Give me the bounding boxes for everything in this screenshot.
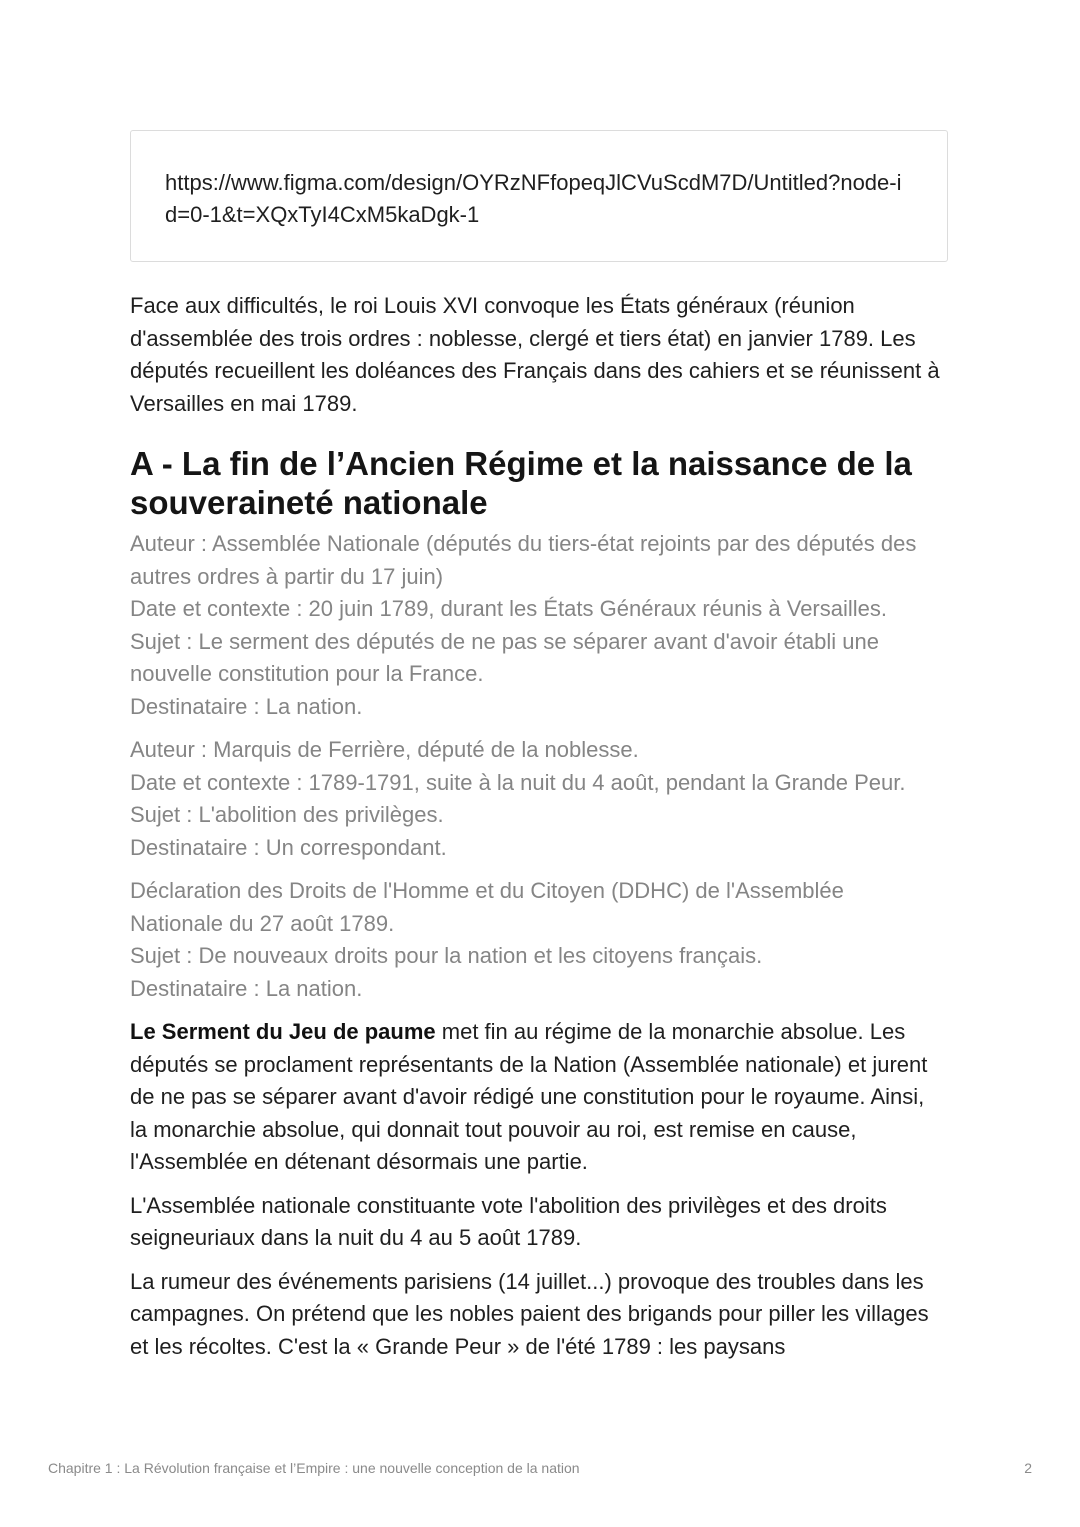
abolition-paragraph: L'Assemblée nationale constituante vote l'abolition des privilèges et des droits seigneuriaux dans la nuit du 4 au 5 août 1789. [130, 1192, 887, 1250]
doc-3-subject: Sujet : De nouveaux droits pour la nation et les citoyens français. [130, 943, 763, 968]
intro-paragraph: Face aux difficultés, le roi Louis XVI convoque les États généraux (réunion d'assemblée des trois ordres : noblesse, clergé et tiers état) en janvier 1789. Les députés recueillent les doléances des Français dans des cahiers et se réunissent à Versailles en mai 1789. [130, 293, 940, 416]
doc-1-date: Date et contexte : 20 juin 1789, durant les États Généraux réunis à Versailles. [130, 596, 888, 621]
page-content [130, 290, 940, 1374]
doc-1-author: Auteur : Assemblée Nationale (députés du tiers-état rejoints par des députés des autres ordres à partir du 17 juin) [130, 531, 917, 589]
serment-text: met fin au régime de la monarchie absolue. Les députés se proclament représentants de la Nation (Assemblée nationale) et jurent de ne pas se séparer avant d'avoir rédigé une constitution pour le royaume. Ainsi, la monarchie absolue, qui donnait tout pouvoir au roi, est remise en cause, l'Assemblée en détenant désormais une partie. [130, 1019, 928, 1174]
serment-bold-lead: Le Serment du Jeu de paume [130, 1019, 436, 1044]
link-box [130, 130, 948, 262]
document-3 [130, 875, 940, 1005]
document-2 [130, 734, 940, 864]
section-heading: A - La fin de l’Ancien Régime et la naissance de la souveraineté nationale [130, 445, 912, 521]
document-1 [130, 528, 940, 723]
doc-2-subject: Sujet : L'abolition des privilèges. [130, 802, 444, 827]
footer-page-number: 2 [1024, 1460, 1032, 1476]
doc-3-title: Déclaration des Droits de l'Homme et du Citoyen (DDHC) de l'Assemblée Nationale du 27 août 1789. [130, 878, 844, 936]
doc-1-recipient: Destinataire : La nation. [130, 693, 363, 719]
doc-3-recipient: Destinataire : La nation. [130, 975, 363, 1001]
figma-link[interactable]: https://www.figma.com/design/OYRzNFfopeqJlCVuScdM7D/Untitled?node-id=0-1&t=XQxTyI4CxM5kaDgk-1 [165, 170, 902, 227]
doc-2-author: Auteur : Marquis de Ferrière, député de la noblesse. [130, 737, 639, 762]
doc-1-subject: Sujet : Le serment des députés de ne pas se séparer avant d'avoir établi une nouvelle constitution pour la France. [130, 628, 880, 686]
rumeur-paragraph: La rumeur des événements parisiens (14 juillet...) provoque des troubles dans les campagnes. On prétend que les nobles paient des brigands pour piller les villages et les récoltes. C'est la « Grande Peur » de l'été 1789 : les paysans [130, 1268, 929, 1359]
doc-2-recipient: Destinataire : Un correspondant. [130, 834, 447, 860]
serment-paragraph [130, 1016, 940, 1179]
footer-chapter-title: Chapitre 1 : La Révolution française et l’Empire : une nouvelle conception de la nation [48, 1460, 580, 1476]
doc-2-date: Date et contexte : 1789-1791, suite à la nuit du 4 août, pendant la Grande Peur. [130, 769, 906, 795]
